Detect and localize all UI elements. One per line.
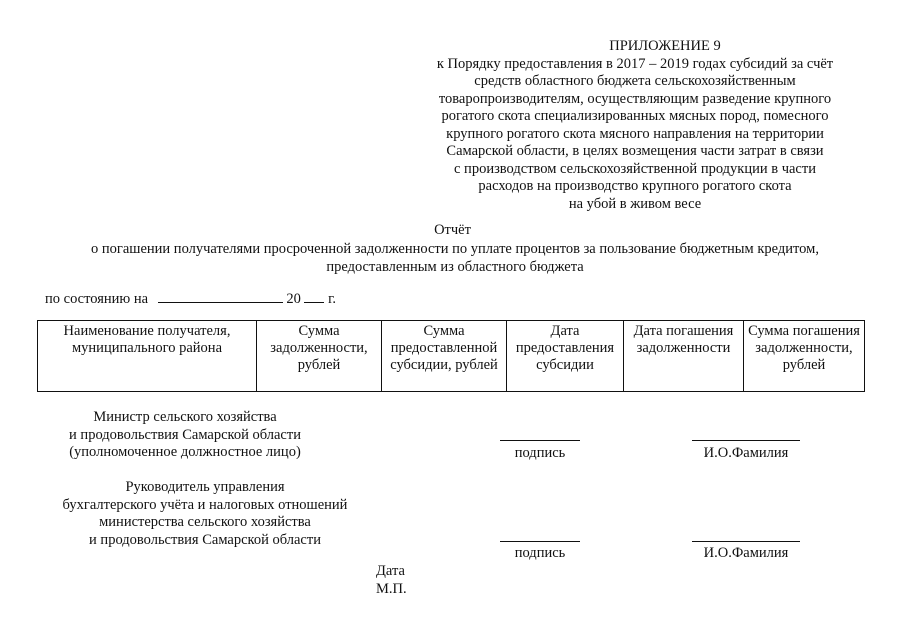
appendix-text [400,56,870,214]
appendix-line: к Порядку предоставления в 2017 – 2019 годах субсидий за счёт [436,55,834,72]
as-of-label: по состоянию на [45,291,149,307]
report-subtitle-line: предоставленным из областного бюджета [326,258,584,275]
table-header-row [38,321,865,392]
name-line[interactable] [692,440,800,441]
report-table [37,320,865,392]
name-label: И.О.Фамилия [703,445,789,461]
appendix-line: с производством сельскохозяйственной продукции в части [454,160,816,177]
column-header-debt-amount: Сумма задолженности, рублей [257,321,382,392]
appendix-line: средств областного бюджета сельскохозяйственным [474,73,796,89]
date-blank[interactable] [158,289,283,303]
year-blank[interactable] [304,289,324,303]
column-header-subsidy-date: Дата предоставления субсидии [507,321,624,392]
as-of-date-line [45,289,336,309]
appendix-line: крупного рогатого скота мясного направления на территории [446,125,824,142]
year-suffix: г. [328,291,337,307]
appendix-line: товаропроизводителям, осуществляющим разведение крупного [438,90,832,107]
appendix-title: ПРИЛОЖЕНИЕ 9 [609,38,721,54]
signature-label: подпись [514,545,566,561]
appendix-line: расходов на производство крупного рогатого скота [478,178,792,194]
report-subtitle-line: о погашении получателями просроченной задолженности по уплате процентов за пользование бюджетным кредитом, [91,241,819,257]
report-subtitle [20,241,890,276]
name-label: И.О.Фамилия [703,545,789,561]
name-line[interactable] [692,541,800,542]
signatory-position-minister: Министр сельского хозяйства и продовольствия Самарской области (уполномоченное должностное лицо) [69,409,301,460]
report-title: Отчёт [434,222,471,238]
appendix-line: на убой в живом весе [568,195,702,212]
appendix-line: рогатого скота специализированных мясных пород, помесного [441,108,829,124]
signature-line[interactable] [500,440,580,441]
column-header-recipient: Наименование получателя, муниципального района [38,321,257,392]
signature-label: подпись [514,445,566,461]
year-prefix: 20 [286,291,301,307]
stamp-label: М.П. [376,581,407,597]
column-header-subsidy-amount: Сумма предоставленной субсидии, рублей [382,321,507,392]
column-header-repayment-date: Дата погашения задолженности [624,321,744,392]
signatory-position-accounting-head: Руководитель управления бухгалтерского учёта и налоговых отношений министерства сельского хозяйства и продовольствия Самарской области [62,479,348,548]
appendix-line: Самарской области, в целях возмещения части затрат в связи [446,143,824,159]
date-label: Дата [376,563,405,579]
signature-line[interactable] [500,541,580,542]
appendix-header [400,38,870,213]
column-header-repayment-amount: Сумма погашения задолженности, рублей [744,321,865,392]
